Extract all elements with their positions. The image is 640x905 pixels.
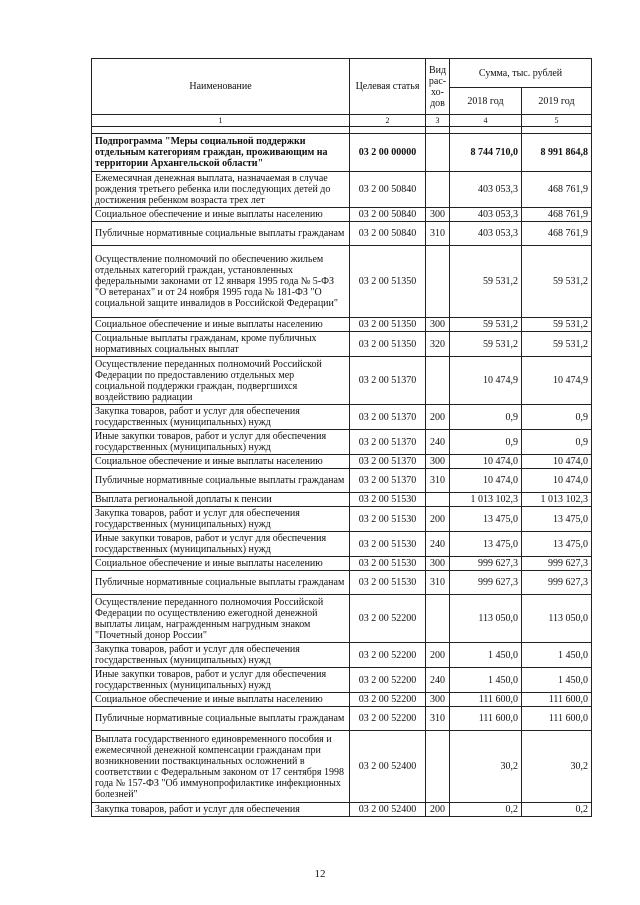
- row-amount-2019: 1 450,0: [522, 643, 592, 668]
- row-amount-2018: 1 450,0: [450, 643, 522, 668]
- row-amount-2018: 10 474,9: [450, 357, 522, 405]
- row-expense-type: [426, 172, 450, 208]
- row-amount-2018: 999 627,3: [450, 557, 522, 571]
- row-amount-2019: 8 991 864,8: [522, 134, 592, 172]
- table-row: [92, 493, 592, 507]
- row-amount-2019: 59 531,2: [522, 246, 592, 318]
- row-amount-2018: 0,9: [450, 405, 522, 430]
- row-expense-type: 300: [426, 455, 450, 469]
- row-amount-2018: 999 627,3: [450, 571, 522, 595]
- table-row: [92, 707, 592, 731]
- row-amount-2018: 0,2: [450, 803, 522, 817]
- header-name: Наименование: [92, 59, 350, 115]
- row-name: Социальное обеспечение и иные выплаты населению: [92, 318, 350, 332]
- row-name: Социальное обеспечение и иные выплаты населению: [92, 693, 350, 707]
- row-amount-2019: 111 600,0: [522, 707, 592, 731]
- row-amount-2018: 1 450,0: [450, 668, 522, 693]
- column-number: 2: [350, 115, 426, 127]
- row-name: Закупка товаров, работ и услуг для обеспечения государственных (муниципальных) нужд: [92, 405, 350, 430]
- row-target-code: 03 2 00 51530: [350, 532, 426, 557]
- row-target-code: 03 2 00 51350: [350, 332, 426, 357]
- column-number: 5: [522, 115, 592, 127]
- row-name: Подпрограмма "Меры социальной поддержки отдельным категориям граждан, проживающим на территории Архангельской области": [92, 134, 350, 172]
- row-target-code: 03 2 00 51370: [350, 357, 426, 405]
- row-expense-type: [426, 246, 450, 318]
- row-expense-type: 240: [426, 668, 450, 693]
- row-expense-type: 200: [426, 803, 450, 817]
- row-amount-2019: 0,2: [522, 803, 592, 817]
- row-amount-2018: 111 600,0: [450, 707, 522, 731]
- row-expense-type: 300: [426, 208, 450, 222]
- row-name: Иные закупки товаров, работ и услуг для обеспечения государственных (муниципальных) нужд: [92, 532, 350, 557]
- row-expense-type: 200: [426, 643, 450, 668]
- spacer-row: [92, 127, 592, 134]
- row-name: Выплата государственного единовременного пособия и ежемесячной денежной компенсации гражданам при возникновении поствакцинальных осложнений в соответствии с Федеральным законом от 17 сентября 1998 года № 157-ФЗ "Об иммунопрофилактике инфекционных болезней": [92, 731, 350, 803]
- row-amount-2019: 1 450,0: [522, 668, 592, 693]
- row-amount-2019: 0,9: [522, 430, 592, 455]
- row-amount-2019: 1 013 102,3: [522, 493, 592, 507]
- row-amount-2018: 403 053,3: [450, 208, 522, 222]
- table-row: [92, 208, 592, 222]
- table-row: [92, 357, 592, 405]
- row-amount-2019: 59 531,2: [522, 332, 592, 357]
- row-expense-type: 310: [426, 469, 450, 493]
- row-amount-2019: 999 627,3: [522, 571, 592, 595]
- row-name: Социальные выплаты гражданам, кроме публичных нормативных социальных выплат: [92, 332, 350, 357]
- table-row: [92, 507, 592, 532]
- row-expense-type: 300: [426, 693, 450, 707]
- row-amount-2018: 8 744 710,0: [450, 134, 522, 172]
- row-amount-2018: 30,2: [450, 731, 522, 803]
- row-target-code: 03 2 00 52400: [350, 731, 426, 803]
- row-target-code: 03 2 00 52200: [350, 707, 426, 731]
- row-expense-type: 310: [426, 707, 450, 731]
- row-expense-type: 200: [426, 507, 450, 532]
- row-expense-type: 310: [426, 571, 450, 595]
- row-amount-2019: 13 475,0: [522, 532, 592, 557]
- page-number: 12: [314, 868, 326, 880]
- row-amount-2018: 403 053,3: [450, 172, 522, 208]
- table-row: [92, 643, 592, 668]
- row-amount-2019: 13 475,0: [522, 507, 592, 532]
- header-year-2019: 2019 год: [522, 88, 592, 115]
- row-expense-type: [426, 493, 450, 507]
- row-target-code: 03 2 00 51350: [350, 246, 426, 318]
- row-target-code: 03 2 00 50840: [350, 208, 426, 222]
- row-expense-type: 300: [426, 557, 450, 571]
- row-target-code: 03 2 00 52400: [350, 803, 426, 817]
- table-row: [92, 557, 592, 571]
- row-expense-type: [426, 357, 450, 405]
- table-row: [92, 803, 592, 817]
- row-target-code: 03 2 00 00000: [350, 134, 426, 172]
- row-target-code: 03 2 00 51530: [350, 493, 426, 507]
- table-row: [92, 222, 592, 246]
- row-target-code: 03 2 00 51370: [350, 430, 426, 455]
- table-row: [92, 332, 592, 357]
- table-row: [92, 731, 592, 803]
- row-amount-2019: 468 761,9: [522, 222, 592, 246]
- row-expense-type: 310: [426, 222, 450, 246]
- row-name: Закупка товаров, работ и услуг для обеспечения государственных (муниципальных) нужд: [92, 643, 350, 668]
- table-row: [92, 469, 592, 493]
- row-amount-2018: 0,9: [450, 430, 522, 455]
- row-name: Осуществление переданных полномочий Российской Федерации по предоставлению отдельных мер социальной поддержки граждан, подвергшихся воздействию радиации: [92, 357, 350, 405]
- row-amount-2018: 111 600,0: [450, 693, 522, 707]
- row-name: Публичные нормативные социальные выплаты гражданам: [92, 707, 350, 731]
- row-expense-type: 320: [426, 332, 450, 357]
- row-name: Осуществление переданного полномочия Российской Федерации по осуществлению ежегодной денежной выплаты лицам, награжденным нагрудным знаком "Почетный донор России": [92, 595, 350, 643]
- row-target-code: 03 2 00 51530: [350, 557, 426, 571]
- row-amount-2018: 10 474,0: [450, 469, 522, 493]
- row-amount-2019: 10 474,0: [522, 469, 592, 493]
- table-body: [92, 134, 592, 817]
- row-target-code: 03 2 00 52200: [350, 693, 426, 707]
- row-target-code: 03 2 00 50840: [350, 222, 426, 246]
- table-row: [92, 571, 592, 595]
- row-expense-type: [426, 134, 450, 172]
- row-amount-2019: 111 600,0: [522, 693, 592, 707]
- row-amount-2019: 10 474,0: [522, 455, 592, 469]
- row-expense-type: 300: [426, 318, 450, 332]
- table-row: [92, 318, 592, 332]
- row-name: Социальное обеспечение и иные выплаты населению: [92, 557, 350, 571]
- row-target-code: 03 2 00 52200: [350, 643, 426, 668]
- row-amount-2018: 59 531,2: [450, 332, 522, 357]
- row-amount-2018: 13 475,0: [450, 532, 522, 557]
- row-expense-type: [426, 731, 450, 803]
- row-target-code: 03 2 00 51530: [350, 507, 426, 532]
- row-expense-type: 240: [426, 430, 450, 455]
- row-amount-2018: 59 531,2: [450, 318, 522, 332]
- table-row: [92, 532, 592, 557]
- table-row: [92, 455, 592, 469]
- row-name: Социальное обеспечение и иные выплаты населению: [92, 208, 350, 222]
- header-code: Целевая статья: [350, 59, 426, 115]
- table-row: [92, 134, 592, 172]
- table-row: [92, 172, 592, 208]
- row-amount-2019: 59 531,2: [522, 318, 592, 332]
- row-name: Иные закупки товаров, работ и услуг для обеспечения государственных (муниципальных) нужд: [92, 668, 350, 693]
- row-target-code: 03 2 00 51370: [350, 405, 426, 430]
- row-amount-2019: 113 050,0: [522, 595, 592, 643]
- row-amount-2018: 10 474,0: [450, 455, 522, 469]
- row-name: Социальное обеспечение и иные выплаты населению: [92, 455, 350, 469]
- table-row: [92, 595, 592, 643]
- row-target-code: 03 2 00 51530: [350, 571, 426, 595]
- row-name: Ежемесячная денежная выплата, назначаемая в случае рождения третьего ребенка или последующих детей до достижения ребенком возраста трех лет: [92, 172, 350, 208]
- row-name: Иные закупки товаров, работ и услуг для обеспечения государственных (муниципальных) нужд: [92, 430, 350, 455]
- header-sum: Сумма, тыс. рублей: [450, 59, 592, 88]
- table-row: [92, 668, 592, 693]
- row-name: Осуществление полномочий по обеспечению жильем отдельных категорий граждан, установленных федеральными законами от 12 января 1995 года № 5-ФЗ "О ветеранах" и от 24 ноября 1995 года № 181-ФЗ "О социальной защите инвалидов в Российской Федерации": [92, 246, 350, 318]
- row-amount-2019: 30,2: [522, 731, 592, 803]
- row-amount-2018: 1 013 102,3: [450, 493, 522, 507]
- row-amount-2019: 999 627,3: [522, 557, 592, 571]
- row-amount-2018: 59 531,2: [450, 246, 522, 318]
- row-target-code: 03 2 00 51350: [350, 318, 426, 332]
- column-number: 1: [92, 115, 350, 127]
- row-name: Публичные нормативные социальные выплаты гражданам: [92, 571, 350, 595]
- column-number: 3: [426, 115, 450, 127]
- table-row: [92, 693, 592, 707]
- row-target-code: 03 2 00 51370: [350, 469, 426, 493]
- header-vr: Вид рас-хо-дов: [426, 59, 450, 115]
- header-year-2018: 2018 год: [450, 88, 522, 115]
- budget-table: [91, 58, 592, 817]
- table-row: [92, 405, 592, 430]
- row-amount-2019: 468 761,9: [522, 208, 592, 222]
- row-target-code: 03 2 00 52200: [350, 595, 426, 643]
- row-expense-type: 240: [426, 532, 450, 557]
- row-target-code: 03 2 00 50840: [350, 172, 426, 208]
- row-amount-2019: 468 761,9: [522, 172, 592, 208]
- row-amount-2018: 13 475,0: [450, 507, 522, 532]
- row-name: Публичные нормативные социальные выплаты гражданам: [92, 469, 350, 493]
- table-row: [92, 246, 592, 318]
- row-target-code: 03 2 00 52200: [350, 668, 426, 693]
- row-name: Закупка товаров, работ и услуг для обеспечения: [92, 803, 350, 817]
- row-name: Выплата региональной доплаты к пенсии: [92, 493, 350, 507]
- row-name: Публичные нормативные социальные выплаты гражданам: [92, 222, 350, 246]
- row-amount-2018: 113 050,0: [450, 595, 522, 643]
- row-expense-type: 200: [426, 405, 450, 430]
- row-amount-2018: 403 053,3: [450, 222, 522, 246]
- row-amount-2019: 0,9: [522, 405, 592, 430]
- table-row: [92, 430, 592, 455]
- row-name: Закупка товаров, работ и услуг для обеспечения государственных (муниципальных) нужд: [92, 507, 350, 532]
- row-target-code: 03 2 00 51370: [350, 455, 426, 469]
- row-expense-type: [426, 595, 450, 643]
- column-number: 4: [450, 115, 522, 127]
- row-amount-2019: 10 474,9: [522, 357, 592, 405]
